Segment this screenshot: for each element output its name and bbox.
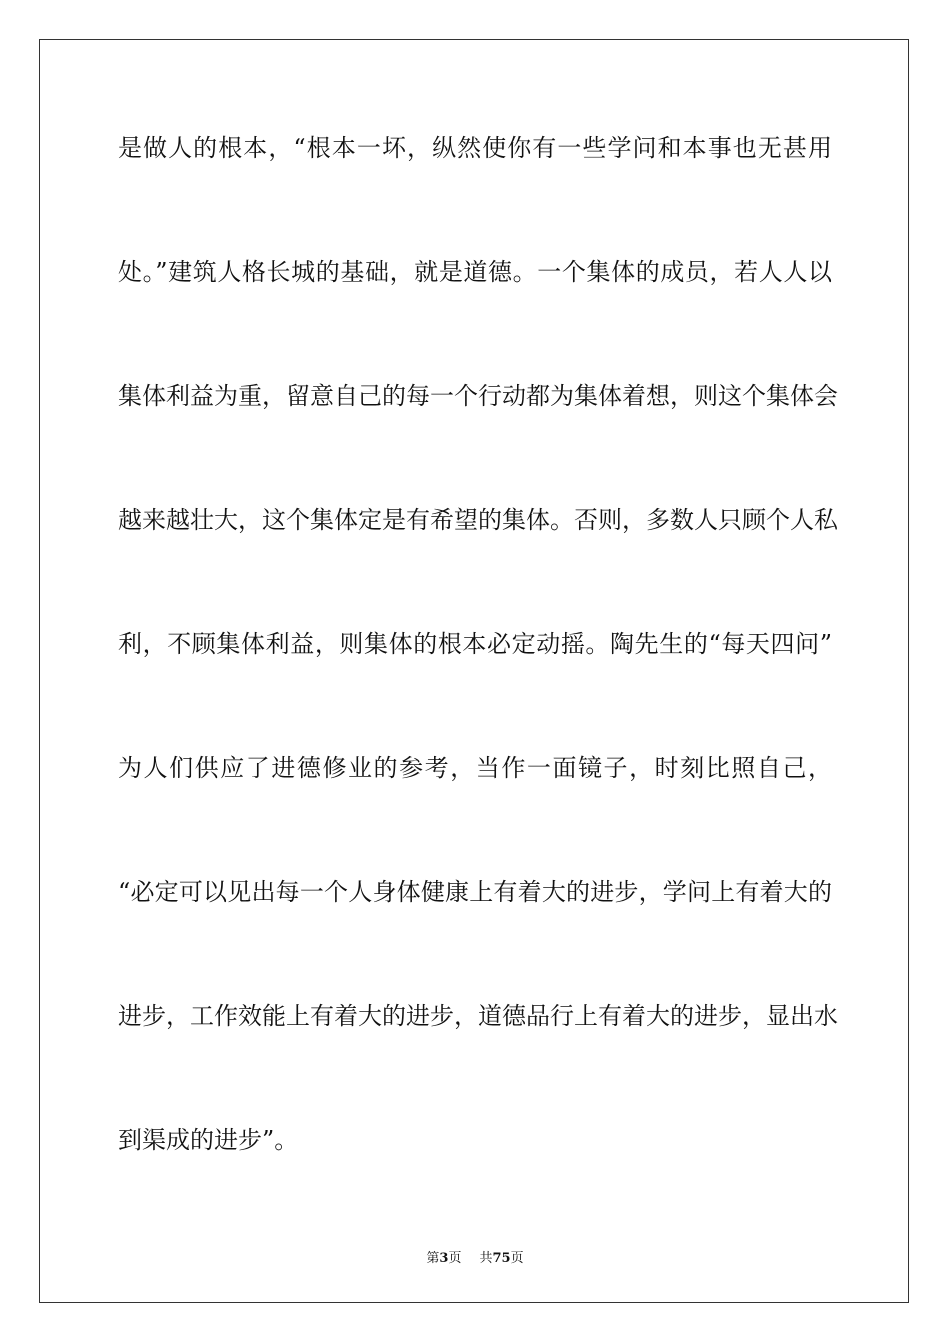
- total-prefix: 共: [479, 1251, 493, 1266]
- current-page-number: 3: [439, 1251, 449, 1266]
- text-line-3: 集体利益为重，留意自己的每一个行动都为集体着想，则这个集体会: [118, 382, 838, 410]
- text-line-7: “必定可以见出每一个人身体健康上有着大的进步，学问上有着大的: [118, 878, 832, 906]
- page-footer: [0, 1247, 950, 1266]
- page-suffix: 页: [448, 1251, 462, 1266]
- text-line-8: 进步，工作效能上有着大的进步，道德品行上有着大的进步，显出水: [118, 1002, 838, 1030]
- document-body: [118, 128, 838, 1244]
- text-line-9: 到渠成的进步”。: [118, 1126, 299, 1154]
- text-line-5: 利，不顾集体利益，则集体的根本必定动摇。陶先生的“每天四问”: [118, 630, 832, 658]
- text-line-2: 处。”建筑人格长城的基础，就是道德。一个集体的成员，若人人以: [118, 258, 832, 286]
- text-line-4: 越来越壮大，这个集体定是有希望的集体。否则，多数人只顾个人私: [118, 506, 838, 534]
- total-suffix: 页: [510, 1251, 524, 1266]
- page-prefix: 第: [426, 1251, 440, 1266]
- total-pages-number: 75: [492, 1251, 511, 1266]
- text-line-1: 是做人的根本，“根本一坏，纵然使你有一些学问和本事也无甚用: [118, 134, 832, 162]
- text-line-6: 为人们供应了进德修业的参考，当作一面镜子，时刻比照自己，: [118, 754, 832, 782]
